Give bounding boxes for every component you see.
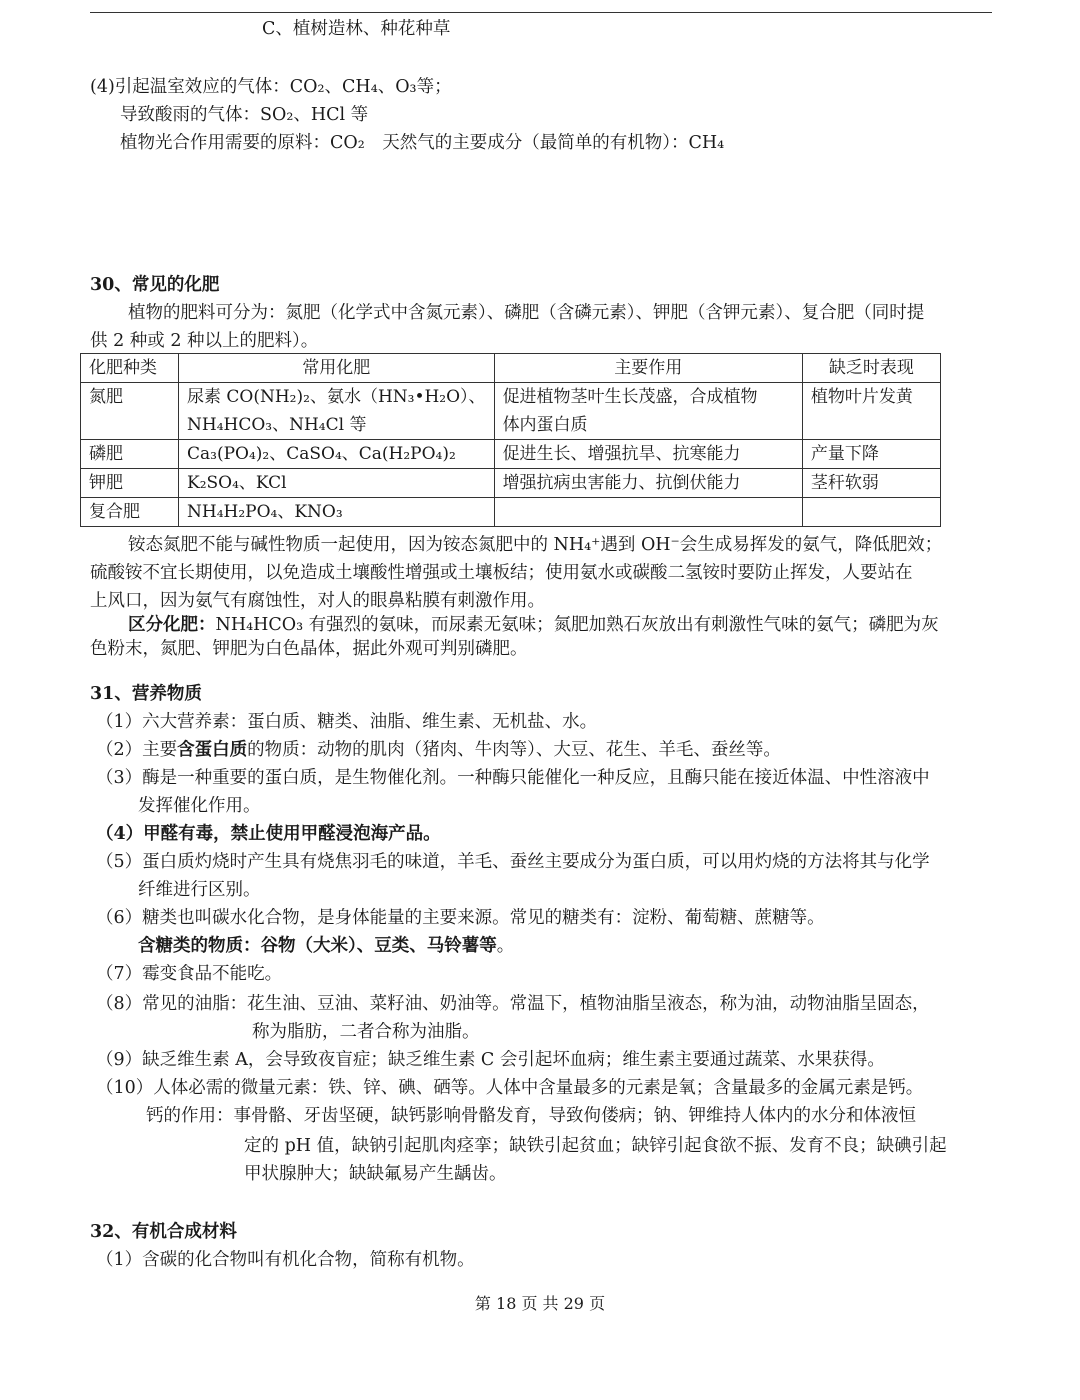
fertilizer-type-cell: 钾肥 <box>81 469 179 498</box>
sec31-item10-line2: 钙的作用：事骨骼、牙齿坚硬，缺钙影响骨骼发育，导致佝偻病；钠、钾维持人体内的水分和体液恒 <box>146 1106 916 1126</box>
fertilizer-table <box>80 353 941 527</box>
sec31-item5-line2: 纤维进行区别。 <box>138 880 261 900</box>
table-header-cell: 缺乏时表现 <box>802 354 940 383</box>
sec31-item9: （9）缺乏维生素 A，会导致夜盲症；缺乏维生素 C 会引起坏血病；维生素主要通过蔬菜、水果获得。 <box>96 1050 885 1070</box>
sec30-note-line2: 硫酸铵不宜长期使用，以免造成土壤酸性增强或土壤板结；使用氨水或碳酸二氢铵时要防止挥发，人要站在 <box>90 563 913 583</box>
sec4-line2: 导致酸雨的气体：SO₂、HCl 等 <box>120 105 369 125</box>
sec31-item2 <box>96 738 781 762</box>
sec31-item10-line3: 定的 pH 值，缺钠引起肌肉痉挛；缺铁引起贫血；缺锌引起食欲不振、发育不良；缺碘引起 <box>244 1136 947 1156</box>
sec31-item6-line1: （6）糖类也叫碳水化合物，是身体能量的主要来源。常见的糖类有：淀粉、葡萄糖、蔗糖等。 <box>96 908 825 928</box>
cell-line: NH₄HCO₃、NH₄Cl 等 <box>187 415 367 435</box>
fertilizer-type-cell: 氮肥 <box>81 383 179 440</box>
page-footer: 第 18 页 共 29 页 <box>474 1294 606 1313</box>
sec31-item3-line1: （3）酶是一种重要的蛋白质，是生物催化剂。一种酶只能催化一种反应，且酶只能在接近体温、中性溶液中 <box>96 768 930 788</box>
item2-prefix: （2）主要 <box>96 740 178 760</box>
deficiency-cell: 产量下降 <box>802 440 940 469</box>
common-fertilizer-cell: Ca₃(PO₄)₂、CaSO₄、Ca(H₂PO₄)₂ <box>179 440 495 469</box>
main-effect-cell: 增强抗病虫害能力、抗倒伏能力 <box>494 469 802 498</box>
sec31-item1: （1）六大营养素：蛋白质、糖类、油脂、维生素、无机盐、水。 <box>96 712 598 732</box>
main-effect-cell: 促进生长、增强抗旱、抗寒能力 <box>494 440 802 469</box>
table-header-cell: 常用化肥 <box>179 354 495 383</box>
table-header-cell: 主要作用 <box>494 354 802 383</box>
item2-suffix: 的物质：动物的肌肉（猪肉、牛肉等）、大豆、花生、羊毛、蚕丝等。 <box>247 740 781 760</box>
table-row <box>81 383 941 440</box>
distinguish-text: NH₄HCO₃ 有强烈的氨味，而尿素无氨味；氮肥加熟石灰放出有刺激性气味的氨气；磷肥为灰 <box>215 615 939 635</box>
section-32-heading: 32、有机合成材料 <box>90 1222 237 1242</box>
item2-bold: 含蛋白质 <box>177 740 248 760</box>
sec30-note-line1: 铵态氮肥不能与碱性物质一起使用，因为铵态氮肥中的 NH₄⁺遇到 OH⁻会生成易挥发的氨气，降低肥效； <box>128 535 943 555</box>
cell-line: 尿素 CO(NH₂)₂、氨水（HN₃•H₂O）、 <box>187 387 486 407</box>
sec30-intro-line1: 植物的肥料可分为：氮肥（化学式中含氮元素）、磷肥（含磷元素）、钾肥（含钾元素）、复合肥（同时提 <box>128 303 925 323</box>
fertilizer-type-cell: 磷肥 <box>81 440 179 469</box>
common-fertilizer-cell: K₂SO₄、KCl <box>179 469 495 498</box>
sec31-item7: （7）霉变食品不能吃。 <box>96 964 283 984</box>
sec32-item1: （1）含碳的化合物叫有机化合物，简称有机物。 <box>96 1250 475 1270</box>
main-effect-cell <box>494 498 802 527</box>
table-header-row <box>81 354 941 383</box>
cell-line: 促进植物茎叶生长茂盛，合成植物 <box>502 387 758 407</box>
table-row <box>81 440 941 469</box>
sec30-intro-line2: 供 2 种或 2 种以上的肥料）。 <box>90 331 319 351</box>
table-header-cell: 化肥种类 <box>81 354 179 383</box>
sec31-item10-line1: （10）人体必需的微量元素：铁、锌、碘、硒等。人体中含量最多的元素是氧；含量最多的金属元素是钙。 <box>96 1078 924 1098</box>
main-effect-cell <box>494 383 802 440</box>
sec31-item8-line2: 称为脂肪，二者合称为油脂。 <box>252 1022 480 1042</box>
header-rule <box>90 12 992 13</box>
sec31-item5-line1: （5）蛋白质灼烧时产生具有烧焦羽毛的味道，羊毛、蚕丝主要成分为蛋白质，可以用灼烧的方法将其与化学 <box>96 852 930 872</box>
distinguish-label: 区分化肥： <box>128 615 216 635</box>
sec31-item10-line4: 甲状腺肿大；缺缺氟易产生龋齿。 <box>244 1164 507 1184</box>
table-row <box>81 498 941 527</box>
fertilizer-type-cell: 复合肥 <box>81 498 179 527</box>
deficiency-cell: 茎秆软弱 <box>802 469 940 498</box>
cell-line: 体内蛋白质 <box>502 415 588 435</box>
sec4-line1: (4)引起温室效应的气体：CO₂、CH₄、O₃等； <box>90 77 452 97</box>
deficiency-cell <box>802 498 940 527</box>
distinguish-fertilizer-line1 <box>128 613 939 637</box>
table-row <box>81 469 941 498</box>
item6-bold: 含糖类的物质：谷物（大米）、豆类、马铃薯等 <box>138 936 497 956</box>
section-31-heading: 31、营养物质 <box>90 684 202 704</box>
common-fertilizer-cell <box>179 383 495 440</box>
sec31-item4: （4）甲醛有毒，禁止使用甲醛浸泡海产品。 <box>96 824 441 844</box>
top-fragment-text: C、植树造林、种花种草 <box>262 19 451 39</box>
sec4-line3: 植物光合作用需要的原料：CO₂ 天然气的主要成分（最简单的有机物）：CH₄ <box>120 133 725 153</box>
distinguish-fertilizer-line2: 色粉末，氮肥、钾肥为白色晶体，据此外观可判别磷肥。 <box>90 639 528 659</box>
section-30-heading: 30、常见的化肥 <box>90 275 220 295</box>
sec30-note-line3: 上风口，因为氨气有腐蚀性，对人的眼鼻粘膜有刺激作用。 <box>90 591 545 611</box>
common-fertilizer-cell: NH₄H₂PO₄、KNO₃ <box>179 498 495 527</box>
deficiency-cell: 植物叶片发黄 <box>802 383 940 440</box>
sec31-item8-line1: （8）常见的油脂：花生油、豆油、菜籽油、奶油等。常温下，植物油脂呈液态，称为油，动物油脂呈固态， <box>96 994 930 1014</box>
item6-end: 。 <box>496 936 515 956</box>
sec31-item3-line2: 发挥催化作用。 <box>138 796 261 816</box>
sec31-item6-line2 <box>138 934 514 958</box>
